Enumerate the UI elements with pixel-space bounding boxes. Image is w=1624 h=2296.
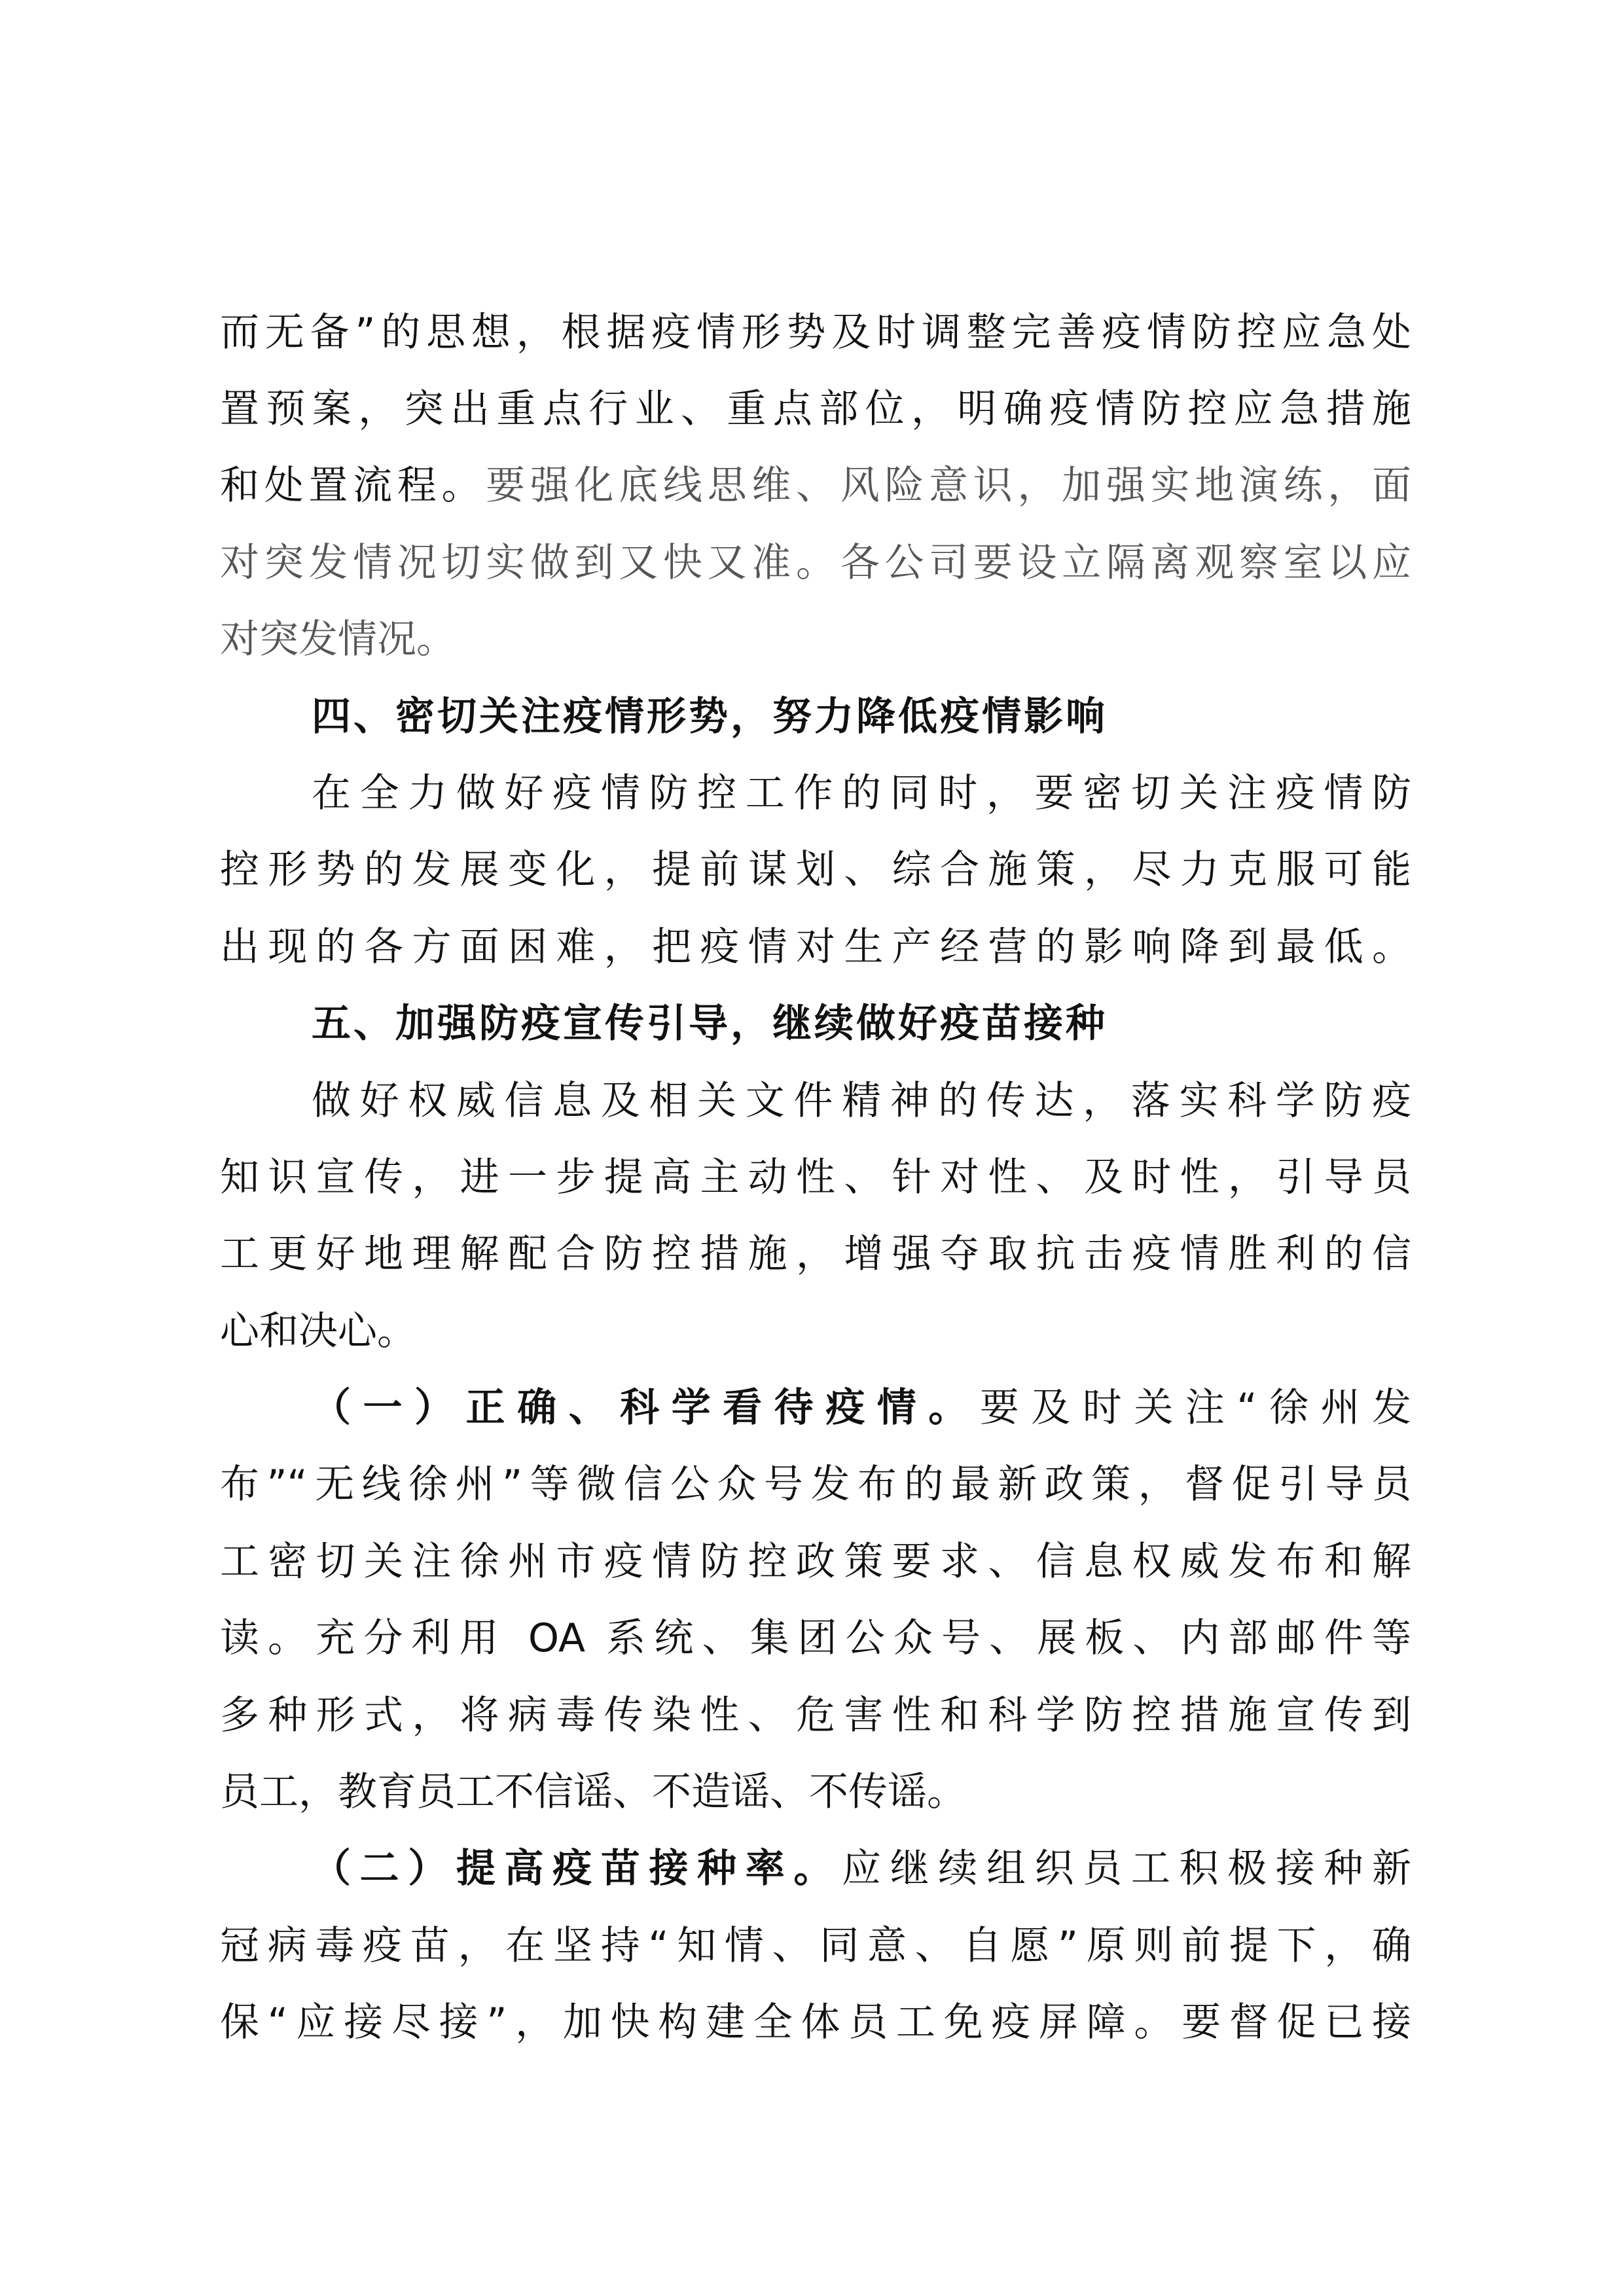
subsection-paragraph-1 — [312, 1374, 1411, 1442]
section-heading-5: 五、加强防疫宣传引导，继续做好疫苗接种 — [312, 1001, 1108, 1047]
body-text-line: 做好权威信息及相关文件精神的传达，落实科学防疫 — [312, 1078, 1411, 1124]
subsection-title: （一）正确、科学看待疫情。 — [312, 1385, 980, 1431]
body-text-line: 对突发情况。 — [220, 617, 456, 662]
body-text-line: 心和决心。 — [220, 1308, 416, 1354]
body-text-line: 工密切关注徐州市疫情防控政策要求、信息权威发布和解 — [220, 1539, 1411, 1585]
body-text-line: 读。充分利用 OA 系统、集团公众号、展板、内部邮件等 — [220, 1615, 1411, 1661]
body-text-line: 员工，教育员工不信谣、不造谣、不传谣。 — [220, 1769, 966, 1815]
body-text-line: 在全力做好疫情防控工作的同时，要密切关注疫情防 — [312, 770, 1411, 816]
body-text-line: 控形势的发展变化，提前谋划、综合施策，尽力克服可能 — [220, 847, 1411, 893]
body-text-segment: 应继续组织员工积极接种新 — [842, 1846, 1411, 1892]
body-text-line: 工更好地理解配合防控措施，增强夺取抗击疫情胜利的信 — [220, 1231, 1411, 1277]
body-text-line: 出现的各方面困难，把疫情对生产经营的影响降到最低。 — [220, 924, 1411, 970]
body-text-segment-light: 要强化底线思维、风险意识，加强实地演练，面 — [486, 463, 1411, 509]
subsection-paragraph-2 — [312, 1835, 1411, 1903]
body-text-line: 冠病毒疫苗，在坚持“知情、同意、自愿”原则前提下，确 — [220, 1923, 1411, 1969]
body-text-line: 而无备”的思想，根据疫情形势及时调整完善疫情防控应急处 — [220, 310, 1411, 355]
body-text-segment: 要及时关注“徐州发 — [979, 1385, 1411, 1431]
body-text-line: 保“应接尽接”，加快构建全体员工免疫屏障。要督促已接 — [220, 2000, 1411, 2045]
body-text-line: 置预案，突出重点行业、重点部位，明确疫情防控应急措施 — [220, 386, 1411, 432]
body-text-line: 布”“无线徐州”等微信公众号发布的最新政策，督促引导员 — [220, 1462, 1411, 1507]
body-text-line — [220, 452, 1411, 520]
body-text-segment: 和处置流程。 — [220, 463, 486, 509]
body-text-line: 对突发情况切实做到又快又准。各公司要设立隔离观察室以应 — [220, 540, 1411, 586]
body-text-line: 知识宣传，进一步提高主动性、针对性、及时性，引导员 — [220, 1155, 1411, 1200]
section-heading-4: 四、密切关注疫情形势，努力降低疫情影响 — [312, 694, 1108, 740]
body-text-line: 多种形式，将病毒传染性、危害性和科学防控措施宣传到 — [220, 1693, 1411, 1738]
subsection-title: （二）提高疫苗接种率。 — [312, 1846, 842, 1892]
